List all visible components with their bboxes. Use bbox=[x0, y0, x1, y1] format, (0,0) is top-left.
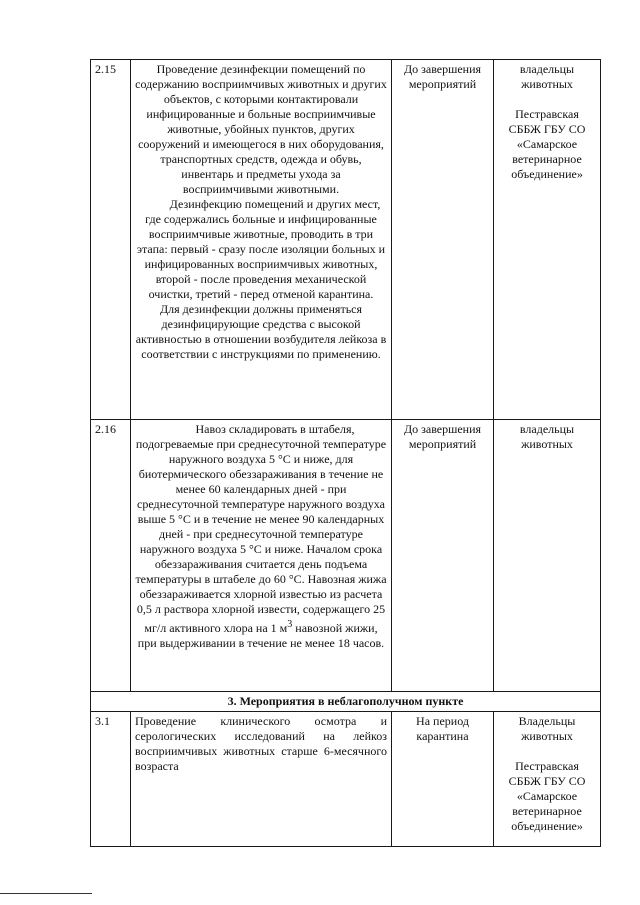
term-cell: На период карантина bbox=[392, 712, 494, 847]
activity-cell: Проведение клинического осмотра и серологических исследований на лейкоз восприимчивых животных старше 6-месячного возраста bbox=[131, 712, 392, 847]
responsible-line: владельцы животных bbox=[519, 62, 575, 91]
activity-text: Навоз складировать в штабеля, подогреваемые при среднесуточной температуре наружного воздуха 5 °С и ниже, для биотермического обеззараживания в течение не менее 60 календарных дней - при среднесуточной температуре наружного воздуха выше 5 °С и в течение не менее 90 календарных дней - при среднесуточной температуре наружного воздуха 5 °С и ниже. Началом срока обеззараживания считается день подъема температуры в штабеле до 60 °С. Навозная жижа обеззараживается хлорной известью из расчета 0,5 л раствора хлорной извести, содержащего 25 мг/л активного хлора на 1 м bbox=[135, 422, 387, 635]
responsible-line: Пестравская СББЖ ГБУ СО «Самарское ветеринарное объединение» bbox=[508, 759, 586, 833]
responsible-line: Владельцы животных bbox=[518, 714, 576, 743]
activity-cell bbox=[131, 60, 392, 420]
activity-paragraph: Проведение дезинфекции помещений по содержанию восприимчивых животных и других объектов, с которыми контактировали инфицированные и больные восприимчивые животные, убойных пунктов, других сооружений и имеющегося в них оборудования, транспортных средств, одежда и обувь, инвентарь и предметы ухода за восприимчивыми животными. bbox=[135, 62, 387, 196]
activity-paragraph: Дезинфекцию помещений и других мест, где содержались больные и инфицированные восприимчивые животные, проводить в три этапа: первый - сразу после изоляции больных и инфицированных восприимчивых животных, второй - после проведения механической очистки, третий - перед отменой карантина. bbox=[136, 197, 386, 301]
table-row bbox=[91, 60, 601, 420]
responsible-cell bbox=[494, 712, 601, 847]
responsible-line: владельцы животных bbox=[519, 422, 575, 451]
activity-text-tail: навозной жижи, при выдерживании в течение не менее 18 часов. bbox=[137, 621, 385, 650]
row-number: 2.15 bbox=[91, 60, 131, 420]
table-row bbox=[91, 712, 601, 847]
activity-paragraph bbox=[135, 422, 387, 651]
responsible-line: Пестравская СББЖ ГБУ СО «Самарское ветеринарное объединение» bbox=[508, 107, 586, 181]
section-header-row bbox=[91, 692, 601, 712]
table-row bbox=[91, 420, 601, 692]
measures-table bbox=[90, 59, 601, 847]
section-title: 3. Мероприятия в неблагополучном пункте bbox=[91, 692, 601, 712]
responsible-cell bbox=[494, 60, 601, 420]
row-number: 2.16 bbox=[91, 420, 131, 692]
row-number: 3.1 bbox=[91, 712, 131, 847]
responsible-cell bbox=[494, 420, 601, 692]
term-cell: До завершения мероприятий bbox=[392, 420, 494, 692]
term-cell: До завершения мероприятий bbox=[392, 60, 494, 420]
activity-paragraph: Для дезинфекции должны применяться дезинфицирующие средства с высокой активностью в отношении возбудителя лейкоза в соответствии с инструкциями по применению. bbox=[135, 302, 387, 361]
unit-superscript: 3 bbox=[287, 619, 293, 630]
activity-cell bbox=[131, 420, 392, 692]
footnote-separator bbox=[0, 893, 92, 894]
